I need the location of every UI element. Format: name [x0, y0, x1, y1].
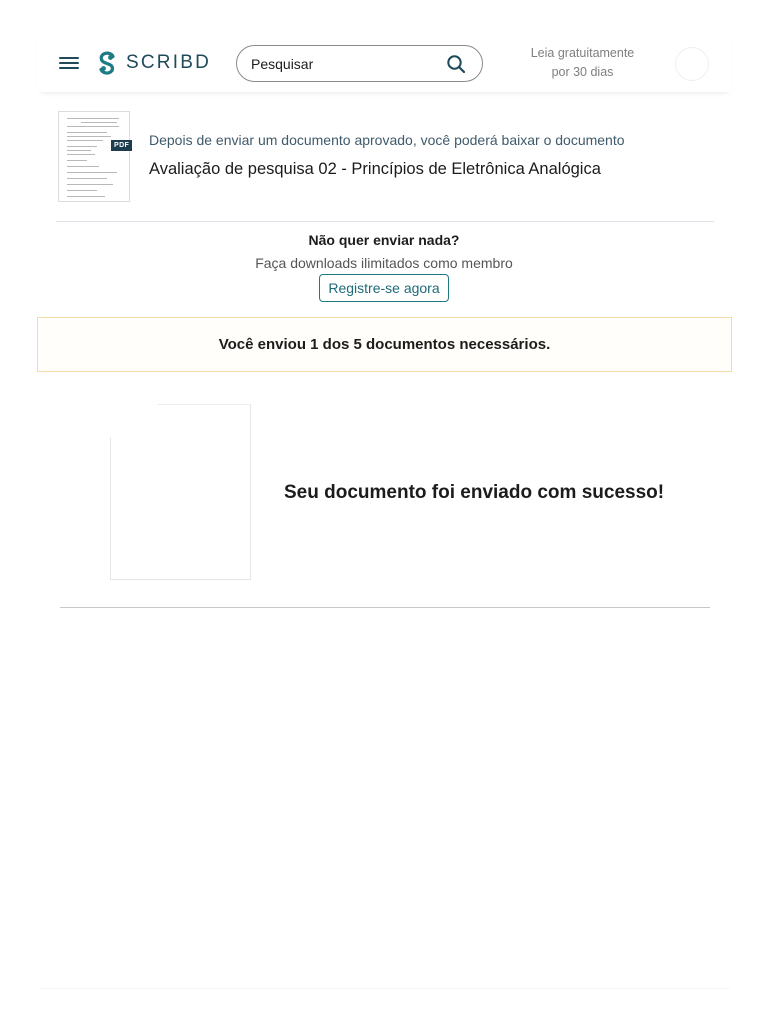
cta-title: Não quer enviar nada?: [308, 232, 460, 248]
upload-success-message: Seu documento foi enviado com sucesso!: [284, 482, 665, 503]
promo-line-2: por 30 dias: [551, 65, 614, 79]
document-row: [56, 110, 714, 222]
uploaded-document-preview: [110, 404, 251, 580]
document-page-outline: [110, 404, 251, 580]
document-title[interactable]: Avaliação de pesquisa 02 - Princípios de Eletrônica Analógica: [149, 160, 601, 178]
logo-text: SCRIBD: [126, 52, 211, 73]
free-trial-link[interactable]: [515, 44, 650, 82]
search-box[interactable]: [236, 45, 483, 82]
download-note: Depois de enviar um documento aprovado, você poderá baixar o documento: [149, 132, 625, 148]
pdf-badge: PDF: [111, 140, 132, 151]
search-input[interactable]: [251, 54, 431, 74]
upload-progress-banner: [37, 317, 732, 372]
document-thumbnail[interactable]: [58, 111, 130, 202]
scribd-logo[interactable]: [97, 50, 211, 76]
progress-message: Você enviou 1 dos 5 documentos necessários.: [218, 336, 551, 353]
hamburger-menu-icon[interactable]: [59, 57, 79, 69]
user-avatar[interactable]: [675, 47, 709, 81]
top-header: [37, 30, 732, 92]
promo-line-1: Leia gratuitamente: [530, 46, 635, 60]
register-button[interactable]: Registre-se agora: [319, 274, 448, 302]
scribd-logo-icon: [97, 50, 117, 76]
cta-subtitle: Faça downloads ilimitados como membro: [255, 255, 513, 271]
membership-cta: [0, 232, 768, 302]
search-icon[interactable]: [446, 54, 466, 74]
footer-divider: [40, 988, 730, 989]
section-divider: [60, 607, 710, 608]
